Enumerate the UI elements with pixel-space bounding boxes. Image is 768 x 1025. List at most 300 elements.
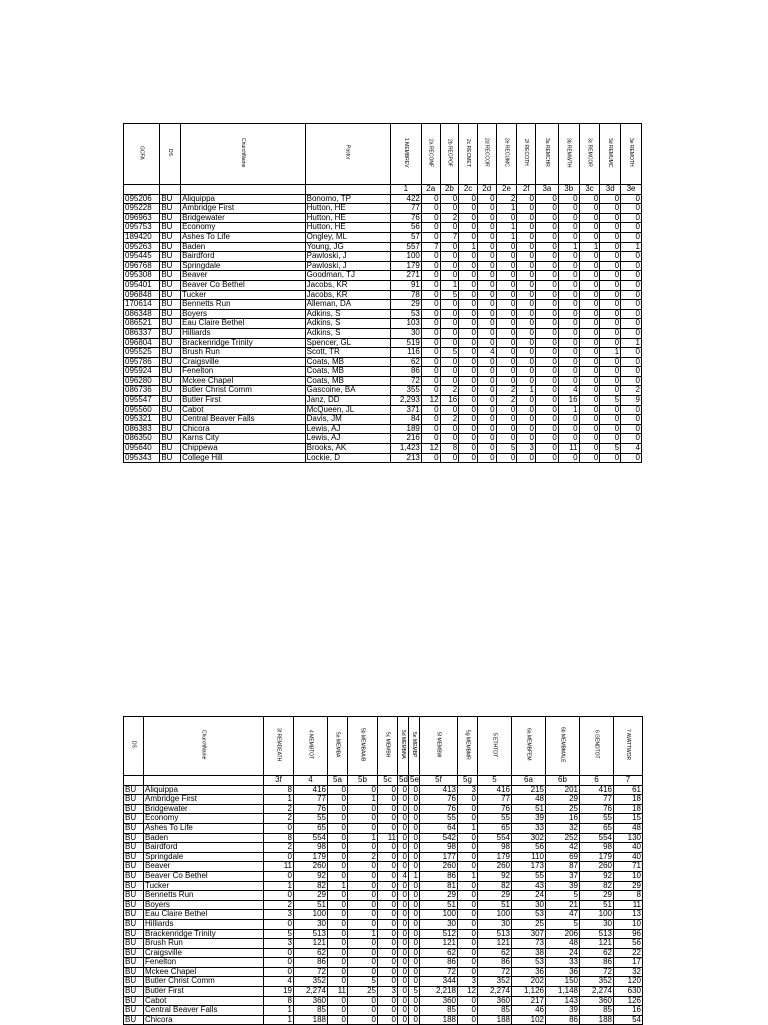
table-cell: 15 — [614, 814, 643, 824]
table-cell: 095640 — [124, 444, 160, 454]
table-cell: 0 — [348, 785, 378, 795]
table-cell: 0 — [496, 453, 517, 463]
table-cell: 0 — [378, 823, 398, 833]
table-cell: 51 — [420, 900, 458, 910]
table-cell: 0 — [496, 252, 517, 262]
table-row — [124, 415, 642, 425]
table-cell: Butler First — [181, 396, 306, 406]
table-cell: 0 — [328, 939, 348, 949]
table-cell: 0 — [477, 405, 496, 415]
table-cell: 0 — [378, 862, 398, 872]
table-cell: 51 — [512, 804, 546, 814]
table-cell: 0 — [459, 271, 478, 281]
table-cell: 62 — [478, 948, 512, 958]
table-cell: 0 — [421, 405, 440, 415]
table-cell: 0 — [409, 967, 420, 977]
table-cell: 0 — [496, 319, 517, 329]
column-header-label: ChurchName — [200, 729, 207, 760]
table-cell: 0 — [579, 376, 600, 386]
table-cell: Brackenridge Trinity — [181, 338, 306, 348]
table-cell: Boyers — [181, 309, 306, 319]
table-cell: 1 — [348, 795, 378, 805]
table-cell: 0 — [328, 977, 348, 987]
table-cell: 0 — [328, 967, 348, 977]
table-cell: 85 — [478, 1006, 512, 1016]
table-cell: 0 — [421, 434, 440, 444]
table-cell: 0 — [517, 424, 536, 434]
table-cell: 62 — [420, 948, 458, 958]
table-cell: Beaver — [181, 271, 306, 281]
table-cell: 0 — [517, 242, 536, 252]
table-cell: 0 — [440, 319, 459, 329]
table-cell: 72 — [390, 376, 421, 386]
table-cell: 0 — [458, 891, 478, 901]
table-cell: 53 — [390, 309, 421, 319]
table-cell: BU — [124, 814, 144, 824]
table-cell: 0 — [579, 453, 600, 463]
table-cell: BU — [124, 958, 144, 968]
table-cell: 096768 — [124, 261, 160, 271]
table-cell: 0 — [398, 910, 409, 920]
table-cell: 086350 — [124, 434, 160, 444]
table-cell: 0 — [409, 919, 420, 929]
column-header — [546, 717, 580, 776]
table-cell: 096963 — [124, 213, 160, 223]
table-row — [124, 833, 643, 843]
table-cell: 72 — [294, 967, 328, 977]
table-cell: 130 — [614, 833, 643, 843]
table-cell: Spencer, GL — [305, 338, 390, 348]
column-header-label: 6 GENDTOT — [593, 730, 600, 759]
table-cell: 512 — [420, 929, 458, 939]
table-cell: BU — [124, 833, 144, 843]
table-cell: 1 — [558, 242, 579, 252]
table-row — [124, 785, 643, 795]
table-cell: 0 — [348, 910, 378, 920]
table-cell: 217 — [512, 996, 546, 1006]
table-cell: 0 — [348, 948, 378, 958]
table-cell: 0 — [517, 348, 536, 358]
column-header — [600, 124, 621, 185]
table-cell: 29 — [390, 300, 421, 310]
table-cell: 96 — [614, 929, 643, 939]
table-cell: 0 — [409, 804, 420, 814]
table-cell: 33 — [546, 958, 580, 968]
table-cell: 47 — [546, 910, 580, 920]
table-cell: 84 — [390, 415, 421, 425]
table-cell: 0 — [477, 396, 496, 406]
table-cell: 0 — [477, 415, 496, 425]
column-code: 2b — [440, 185, 459, 195]
table-cell: 25 — [546, 804, 580, 814]
table-cell: 76 — [420, 804, 458, 814]
table-row — [124, 891, 643, 901]
table-cell: Davis, JM — [305, 415, 390, 425]
table-cell: 0 — [579, 204, 600, 214]
table-cell: 0 — [378, 948, 398, 958]
table-cell: Bennetts Run — [181, 300, 306, 310]
table-cell: 0 — [458, 881, 478, 891]
table-cell: 0 — [421, 194, 440, 204]
column-code: 4 — [294, 776, 328, 786]
table-cell: 0 — [517, 204, 536, 214]
table-cell: 0 — [600, 300, 621, 310]
table-row — [124, 929, 643, 939]
table-cell: Baden — [144, 833, 264, 843]
column-code: 5a — [328, 776, 348, 786]
table-cell: 0 — [477, 252, 496, 262]
table-cell: 81 — [420, 881, 458, 891]
table-cell: 0 — [517, 252, 536, 262]
table-row — [124, 261, 642, 271]
column-header — [421, 124, 440, 185]
table-cell: 0 — [579, 252, 600, 262]
table-cell: 48 — [546, 939, 580, 949]
table-cell: 0 — [579, 328, 600, 338]
table-row — [124, 424, 642, 434]
table-cell: 0 — [536, 453, 559, 463]
table-cell: 0 — [579, 396, 600, 406]
table-cell: 0 — [409, 1006, 420, 1016]
table-cell: 0 — [409, 881, 420, 891]
table-cell: 11 — [558, 444, 579, 454]
table-cell: 0 — [409, 910, 420, 920]
column-header-label: 5g MEMBMR — [464, 729, 471, 760]
column-code: 5g — [458, 776, 478, 786]
table-cell: 096804 — [124, 338, 160, 348]
table-cell: 10 — [614, 871, 643, 881]
table-cell: 188 — [478, 1015, 512, 1025]
table-cell: 77 — [294, 795, 328, 805]
table-cell: Alleman, DA — [305, 300, 390, 310]
table-cell: 126 — [614, 996, 643, 1006]
table-cell: 0 — [421, 280, 440, 290]
table-row — [124, 1015, 643, 1025]
table-cell: 0 — [409, 833, 420, 843]
table-cell: 0 — [621, 290, 642, 300]
table-cell: Adkins, S — [305, 328, 390, 338]
table-cell: 0 — [517, 338, 536, 348]
table-cell: 0 — [579, 290, 600, 300]
table-cell: 51 — [580, 900, 614, 910]
table-cell: 2 — [264, 814, 294, 824]
table-cell: 77 — [390, 204, 421, 214]
table-cell: 0 — [348, 823, 378, 833]
table-cell: 0 — [328, 862, 348, 872]
table-cell: 0 — [458, 852, 478, 862]
table-cell: 0 — [621, 357, 642, 367]
table-cell: 0 — [440, 328, 459, 338]
table-cell: 1 — [600, 348, 621, 358]
table-cell: 120 — [614, 977, 643, 987]
table-cell: 1 — [348, 833, 378, 843]
table-cell: 0 — [458, 919, 478, 929]
table-cell: 0 — [536, 376, 559, 386]
column-header-label: 5e MEMBP — [411, 732, 417, 758]
table-cell: 0 — [328, 843, 348, 853]
table-cell: 0 — [421, 348, 440, 358]
table-cell: 8 — [264, 996, 294, 1006]
table-cell: 98 — [580, 843, 614, 853]
table-cell: 201 — [546, 785, 580, 795]
table-cell: 1 — [348, 929, 378, 939]
column-code: 7 — [614, 776, 643, 786]
table-cell: 0 — [558, 328, 579, 338]
table-row — [124, 795, 643, 805]
table-cell: 55 — [294, 814, 328, 824]
table-cell: 1 — [496, 204, 517, 214]
table-cell: 0 — [600, 280, 621, 290]
table-cell: Butler Christ Comm — [181, 386, 306, 396]
table-cell: 85 — [580, 1006, 614, 1016]
table-cell: BU — [160, 271, 181, 281]
table-cell: 1,423 — [390, 444, 421, 454]
column-header-label: 1 MEMBREV — [402, 137, 409, 168]
table-cell: BU — [160, 261, 181, 271]
table-cell: Chicora — [144, 1015, 264, 1025]
table-cell: 086348 — [124, 309, 160, 319]
table-cell: 16 — [440, 396, 459, 406]
table-cell: 0 — [378, 939, 398, 949]
table-cell: 0 — [579, 386, 600, 396]
column-header-label: DS — [167, 149, 174, 157]
table-cell: 1 — [621, 338, 642, 348]
table-cell: 413 — [420, 785, 458, 795]
table-cell: 0 — [421, 453, 440, 463]
table-cell: 17 — [614, 958, 643, 968]
table-cell: 0 — [579, 444, 600, 454]
table-cell: 0 — [264, 958, 294, 968]
table-cell: 0 — [536, 223, 559, 233]
table-cell: 095560 — [124, 405, 160, 415]
table-cell: BU — [124, 900, 144, 910]
table-cell: 5 — [600, 396, 621, 406]
table-cell: 0 — [440, 357, 459, 367]
table-cell: 32 — [546, 823, 580, 833]
table-cell: 188 — [580, 1015, 614, 1025]
table-cell: 0 — [458, 862, 478, 872]
table-cell: 252 — [546, 833, 580, 843]
table-cell: 0 — [517, 376, 536, 386]
table-cell: 2,293 — [390, 396, 421, 406]
table-cell: 0 — [517, 213, 536, 223]
table-cell: 360 — [580, 996, 614, 1006]
table-cell: 0 — [477, 424, 496, 434]
column-header-label: 2e RECUMC — [503, 138, 510, 168]
table-cell: 0 — [600, 242, 621, 252]
column-code: 5f — [420, 776, 458, 786]
column-header-label: Pastor — [344, 145, 351, 160]
table-row — [124, 881, 643, 891]
table-cell: 0 — [328, 948, 348, 958]
table-cell: BU — [160, 213, 181, 223]
table-cell: 302 — [512, 833, 546, 843]
table-cell: 53 — [512, 910, 546, 920]
table-cell: 0 — [477, 204, 496, 214]
table-cell: 0 — [440, 309, 459, 319]
table-cell: 0 — [558, 338, 579, 348]
table-cell: 0 — [477, 242, 496, 252]
table-cell: 0 — [477, 194, 496, 204]
column-header — [305, 124, 390, 185]
table-cell: 0 — [378, 891, 398, 901]
table-cell: 0 — [579, 300, 600, 310]
table-cell: 46 — [512, 1006, 546, 1016]
table-cell: 307 — [512, 929, 546, 939]
table-cell: 0 — [477, 338, 496, 348]
table-cell: 0 — [458, 804, 478, 814]
table-cell: 100 — [390, 252, 421, 262]
table-cell: 0 — [459, 376, 478, 386]
table-cell: Adkins, S — [305, 319, 390, 329]
table-cell: 0 — [409, 823, 420, 833]
table-cell: 85 — [420, 1006, 458, 1016]
table-cell: 0 — [600, 261, 621, 271]
table-cell: 0 — [328, 871, 348, 881]
table-cell: 30 — [420, 919, 458, 929]
table-cell: 1 — [579, 242, 600, 252]
column-code: 5d — [399, 775, 408, 784]
table-cell: 0 — [536, 338, 559, 348]
table-cell: 0 — [579, 424, 600, 434]
table-cell: 0 — [459, 261, 478, 271]
table-cell: 0 — [600, 415, 621, 425]
table-cell: 0 — [440, 367, 459, 377]
table-cell: BU — [124, 929, 144, 939]
table-cell: 29 — [420, 891, 458, 901]
table-cell: 30 — [478, 919, 512, 929]
table-cell: 2 — [496, 396, 517, 406]
table-cell: 0 — [328, 785, 348, 795]
table-cell: 0 — [477, 213, 496, 223]
table-cell: BU — [124, 785, 144, 795]
column-header — [124, 717, 144, 776]
table-cell: 121 — [294, 939, 328, 949]
table-cell: 0 — [558, 348, 579, 358]
table-cell: 0 — [458, 958, 478, 968]
table-cell: 0 — [536, 424, 559, 434]
column-header-label: 3c REMCOR — [586, 138, 593, 168]
table-cell: 0 — [328, 823, 348, 833]
table-cell: 5 — [496, 444, 517, 454]
table-cell: 095401 — [124, 280, 160, 290]
table-cell: 0 — [536, 405, 559, 415]
table-cell: 095343 — [124, 453, 160, 463]
column-code: 2a — [421, 185, 440, 195]
table-cell: 100 — [580, 910, 614, 920]
table-cell: 513 — [580, 929, 614, 939]
table-cell: 0 — [496, 376, 517, 386]
table-cell: 61 — [614, 785, 643, 795]
header-row — [124, 124, 642, 185]
table-cell: BU — [160, 376, 181, 386]
table-cell: 0 — [496, 367, 517, 377]
table-row — [124, 357, 642, 367]
table-cell: 0 — [264, 967, 294, 977]
table-cell: 2 — [264, 900, 294, 910]
table-cell: 554 — [580, 833, 614, 843]
table-cell: 554 — [478, 833, 512, 843]
table-cell: 0 — [477, 434, 496, 444]
table-cell: 2 — [348, 852, 378, 862]
table-cell: 5 — [440, 290, 459, 300]
table-cell: 65 — [294, 823, 328, 833]
table-cell: Beaver — [144, 862, 264, 872]
table-cell: 554 — [294, 833, 328, 843]
table-cell: 215 — [512, 785, 546, 795]
table-cell: Ambridge First — [144, 795, 264, 805]
column-code: 2d — [477, 185, 496, 195]
table-cell: 0 — [398, 814, 409, 824]
table-cell: 0 — [536, 213, 559, 223]
table-cell: 095206 — [124, 194, 160, 204]
table-cell: 72 — [478, 967, 512, 977]
table-cell: 0 — [600, 405, 621, 415]
table-cell: 29 — [580, 891, 614, 901]
table-cell: 260 — [478, 862, 512, 872]
table-cell: 7 — [440, 232, 459, 242]
table-cell: 0 — [579, 271, 600, 281]
table-cell: 9 — [621, 396, 642, 406]
table-cell: 0 — [579, 357, 600, 367]
header-row — [124, 717, 643, 776]
table-cell: BU — [160, 424, 181, 434]
table-cell: 8 — [440, 444, 459, 454]
table-cell: 102 — [512, 1015, 546, 1025]
table-cell: 39 — [546, 881, 580, 891]
column-code: 1 — [390, 185, 421, 195]
table-cell: 0 — [621, 328, 642, 338]
table-cell: 086337 — [124, 328, 160, 338]
column-header-label: 5b MEMBAA/B — [359, 728, 366, 762]
column-code: 3c — [579, 185, 600, 195]
table-cell: BU — [160, 434, 181, 444]
table-cell: 100 — [294, 910, 328, 920]
table-cell: 1,148 — [546, 987, 580, 997]
table-cell: 2,274 — [580, 987, 614, 997]
table-cell: 0 — [348, 804, 378, 814]
table-cell: 0 — [477, 319, 496, 329]
table-cell: 271 — [390, 271, 421, 281]
table-cell: 0 — [517, 357, 536, 367]
table-cell: BU — [124, 804, 144, 814]
table-cell: 0 — [421, 271, 440, 281]
table-cell: 0 — [621, 204, 642, 214]
table-cell: 0 — [536, 271, 559, 281]
table-cell: 0 — [421, 376, 440, 386]
table-cell: 51 — [294, 900, 328, 910]
table-cell: 0 — [558, 424, 579, 434]
table-cell: 0 — [409, 948, 420, 958]
table-cell: 0 — [459, 434, 478, 444]
column-header — [440, 124, 459, 185]
table-cell: 86 — [420, 958, 458, 968]
table-cell: 77 — [478, 795, 512, 805]
table-cell: 0 — [328, 958, 348, 968]
column-header — [580, 717, 614, 776]
table-cell: 0 — [558, 376, 579, 386]
table-cell: 0 — [536, 357, 559, 367]
table-cell: 1 — [458, 871, 478, 881]
table-cell: 0 — [517, 396, 536, 406]
table-cell: 0 — [348, 871, 378, 881]
table-cell: 0 — [517, 300, 536, 310]
table-cell: 110 — [512, 852, 546, 862]
table-cell: 13 — [614, 910, 643, 920]
table-cell: 0 — [477, 444, 496, 454]
table-cell: BU — [160, 415, 181, 425]
table-cell: 30 — [512, 900, 546, 910]
